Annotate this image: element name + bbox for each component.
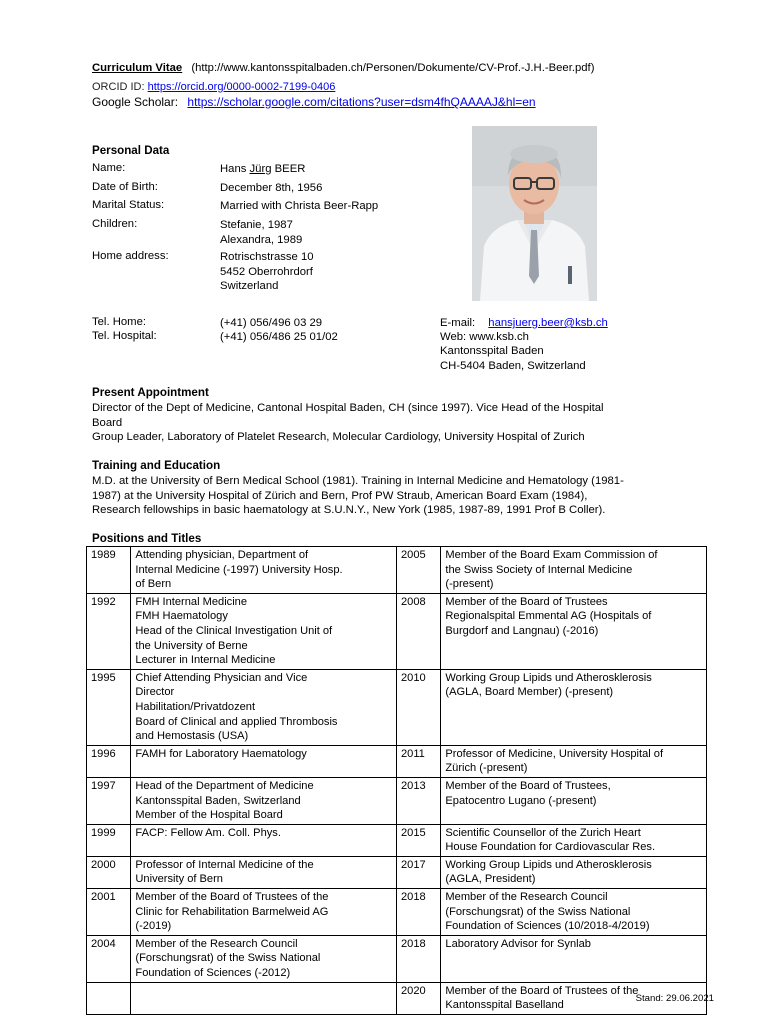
right-entry-line: Epatocentro Lugano (-present) [445, 794, 597, 807]
personal-data-heading: Personal Data [92, 144, 170, 157]
positions-heading: Positions and Titles [92, 532, 202, 545]
right-entry-cell [441, 824, 707, 856]
training-heading: Training and Education [92, 459, 221, 472]
table-row [87, 889, 707, 936]
orcid-link[interactable]: https://orcid.org/0000-0002-7199-0406 [147, 81, 336, 93]
appointment-heading: Present Appointment [92, 386, 209, 399]
child-2: Alexandra, 1989 [220, 233, 303, 246]
left-entry-cell [131, 745, 397, 777]
right-entry-line: (-present) [445, 578, 494, 591]
email-label: E-mail: [440, 317, 476, 329]
right-year-cell: 2013 [396, 777, 440, 824]
table-row [87, 547, 707, 594]
appointment-line-2: Board [92, 416, 123, 429]
right-entry-cell [441, 856, 707, 888]
right-year-cell: 2008 [396, 593, 440, 669]
left-entry-line: and Hemostasis (USA) [135, 730, 249, 743]
table-row [87, 593, 707, 669]
right-entry-line: House Foundation for Cardiovascular Res. [445, 841, 656, 854]
training-line-1: M.D. at the University of Bern Medical School (1981). Training in Internal Medicine and Hematology (1981- [92, 475, 624, 487]
orcid-line [92, 81, 335, 93]
table-row [87, 824, 707, 856]
training-text [92, 474, 702, 518]
address-line-3: Switzerland [220, 280, 279, 292]
left-entry-line: Habilitation/Privatdozent [135, 700, 256, 713]
left-year-cell [87, 982, 131, 1014]
left-entry-line: Kantonsspital Baden, Switzerland [135, 794, 301, 807]
training-line-2: 1987) at the University Hospital of Zürich and Bern, Prof PW Straub, American Board Exam (1984), [92, 489, 588, 502]
left-entry-line: Lecturer in Internal Medicine [135, 654, 276, 667]
stand-date: Stand: 29.06.2021 [635, 993, 714, 1004]
tel-home-value: (+41) 056/496 03 29 [220, 317, 323, 329]
address-label: Home address: [92, 250, 169, 262]
left-entry-line: Internal Medicine (-1997) University Hosp. [135, 563, 343, 576]
right-entry-line: the Swiss Society of Internal Medicine [445, 563, 633, 576]
right-year-cell: 2018 [396, 889, 440, 936]
cv-title: Curriculum Vitae [92, 62, 183, 74]
right-entry-cell [441, 593, 707, 669]
email-link[interactable]: hansjuerg.beer@ksb.ch [488, 317, 608, 329]
left-year-cell: 1995 [87, 669, 131, 745]
left-entry-line: Member of the Research Council [135, 937, 298, 950]
left-entry-line: Member of the Board of Trustees of the [135, 891, 329, 904]
left-entry-line: Attending physician, Department of [135, 549, 309, 561]
contact-block [440, 316, 608, 373]
right-entry-line: Member of the Board of Trustees, [445, 779, 611, 792]
left-entry-line: Head of the Department of Medicine [135, 779, 314, 792]
positions-table [86, 546, 707, 1015]
table-row [87, 745, 707, 777]
right-entry-line: Professor of Medicine, University Hospital of [445, 747, 664, 760]
right-entry-cell [441, 935, 707, 982]
name-middle: Jürg [249, 163, 272, 175]
left-entry-line: of Bern [135, 578, 172, 591]
right-entry-line: Member of the Board of Trustees [445, 595, 608, 608]
appointment-line-3: Group Leader, Laboratory of Platelet Research, Molecular Cardiology, University Hospital of Zurich [92, 431, 585, 444]
left-entry-line: FMH Internal Medicine [135, 595, 248, 608]
training-line-3: Research fellowships in basic haematology at S.U.N.Y., New York (1985, 1987-89, 1991 Prof B Coller). [92, 504, 606, 517]
right-entry-line: Member of the Research Council [445, 891, 608, 904]
right-entry-line: Working Group Lipids und Atherosklerosis [445, 858, 652, 871]
org-line: Kantonsspital Baden [440, 345, 544, 358]
right-entry-line: Kantonsspital Baselland [445, 999, 564, 1012]
right-entry-line: (AGLA, Board Member) (-present) [445, 686, 614, 699]
tel-home-label: Tel. Home: [92, 316, 146, 328]
right-year-cell: 2005 [396, 547, 440, 594]
cv-header [92, 62, 594, 74]
tel-hospital-value: (+41) 056/486 25 01/02 [220, 331, 338, 343]
child-1: Stefanie, 1987 [220, 219, 293, 231]
name-label: Name: [92, 162, 126, 174]
left-entry-line: Chief Attending Physician and Vice [135, 671, 308, 684]
left-entry-line: (Forschungsrat) of the Swiss National [135, 952, 321, 965]
children-value [220, 218, 450, 247]
table-row [87, 856, 707, 888]
left-entry-line: Professor of Internal Medicine of the [135, 858, 314, 871]
right-entry-cell [441, 777, 707, 824]
orcid-label: ORCID ID: [92, 81, 145, 93]
marital-value: Married with Christa Beer-Rapp [220, 200, 379, 212]
left-entry-cell [131, 669, 397, 745]
appointment-line-1: Director of the Dept of Medicine, Cantonal Hospital Baden, CH (since 1997). Vice Head of the Hospital [92, 402, 604, 414]
dob-value: December 8th, 1956 [220, 182, 323, 194]
left-entry-cell [131, 777, 397, 824]
left-entry-line: Clinic for Rehabilitation Barmelweid AG [135, 905, 329, 918]
left-entry-line: FAMH for Laboratory Haematology [135, 747, 307, 760]
cv-source-url: (http://www.kantonsspitalbaden.ch/Personen/Dokumente/CV-Prof.-J.H.-Beer.pdf) [191, 62, 595, 74]
right-entry-line: Member of the Board Exam Commission of [445, 549, 658, 561]
left-entry-cell [131, 856, 397, 888]
left-year-cell: 2004 [87, 935, 131, 982]
address-value [220, 250, 450, 294]
left-entry-cell [131, 593, 397, 669]
scholar-label: Google Scholar: [92, 95, 179, 109]
email-line [440, 316, 608, 330]
address-line-1: Rotrischstrasse 10 [220, 251, 314, 263]
scholar-line [92, 95, 536, 109]
scholar-link[interactable]: https://scholar.google.com/citations?user=dsm4fhQAAAAJ&hl=en [187, 95, 536, 109]
name-value: Hans Jürg BEER [220, 163, 306, 175]
right-entry-line: Foundation of Sciences (10/2018-4/2019) [445, 920, 650, 933]
left-entry-line: Director [135, 686, 175, 699]
right-year-cell: 2017 [396, 856, 440, 888]
left-entry-cell [131, 982, 397, 1014]
right-entry-line: Burgdorf and Langnau) (-2016) [445, 624, 599, 637]
table-row [87, 935, 707, 982]
right-year-cell: 2018 [396, 935, 440, 982]
right-entry-line: Scientific Counsellor of the Zurich Heart [445, 826, 641, 839]
marital-label: Marital Status: [92, 199, 165, 211]
left-entry-cell [131, 889, 397, 936]
left-entry-line: Board of Clinical and applied Thrombosis [135, 715, 338, 728]
left-entry-line: Foundation of Sciences (-2012) [135, 967, 291, 980]
tel-hospital-label: Tel. Hospital: [92, 330, 157, 342]
right-entry-line: (AGLA, President) [445, 873, 536, 886]
right-entry-line: Zürich (-present) [445, 762, 528, 775]
right-entry-line: Laboratory Advisor for Synlab [445, 937, 591, 950]
right-entry-line: Member of the Board of Trustees of the [445, 984, 639, 997]
left-year-cell: 1992 [87, 593, 131, 669]
left-year-cell: 2000 [87, 856, 131, 888]
left-year-cell: 1996 [87, 745, 131, 777]
portrait-photo [472, 126, 597, 301]
table-row [87, 777, 707, 824]
right-entry-line: (Forschungsrat) of the Swiss National [445, 905, 631, 918]
table-row [87, 982, 707, 1014]
left-entry-line: the University of Berne [135, 639, 248, 652]
right-year-cell: 2010 [396, 669, 440, 745]
left-year-cell: 1999 [87, 824, 131, 856]
right-entry-cell [441, 745, 707, 777]
city-line: CH-5404 Baden, Switzerland [440, 359, 586, 372]
right-entry-line: Regionalspital Emmental AG (Hospitals of [445, 610, 652, 623]
dob-label: Date of Birth: [92, 181, 158, 193]
right-entry-cell [441, 669, 707, 745]
left-entry-line: Head of the Clinical Investigation Unit of [135, 624, 333, 637]
left-entry-cell [131, 824, 397, 856]
right-year-cell: 2011 [396, 745, 440, 777]
appointment-text [92, 401, 702, 445]
left-year-cell: 1989 [87, 547, 131, 594]
left-entry-line: (-2019) [135, 920, 172, 933]
right-entry-cell [441, 547, 707, 594]
left-entry-cell [131, 547, 397, 594]
web-line: Web: www.ksb.ch [440, 331, 529, 344]
left-entry-line: University of Bern [135, 873, 223, 886]
right-year-cell: 2020 [396, 982, 440, 1014]
address-line-2: 5452 Oberrohrdorf [220, 265, 313, 278]
left-year-cell: 2001 [87, 889, 131, 936]
left-entry-cell [131, 935, 397, 982]
left-entry-line [135, 984, 392, 999]
left-year-cell: 1997 [87, 777, 131, 824]
right-entry-line: Working Group Lipids und Atherosklerosis [445, 671, 652, 684]
left-entry-line: FACP: Fellow Am. Coll. Phys. [135, 826, 281, 839]
right-entry-cell [441, 889, 707, 936]
right-year-cell: 2015 [396, 824, 440, 856]
children-label: Children: [92, 218, 138, 230]
left-entry-line: Member of the Hospital Board [135, 809, 283, 822]
left-entry-line: FMH Haematology [135, 610, 228, 623]
table-row [87, 669, 707, 745]
